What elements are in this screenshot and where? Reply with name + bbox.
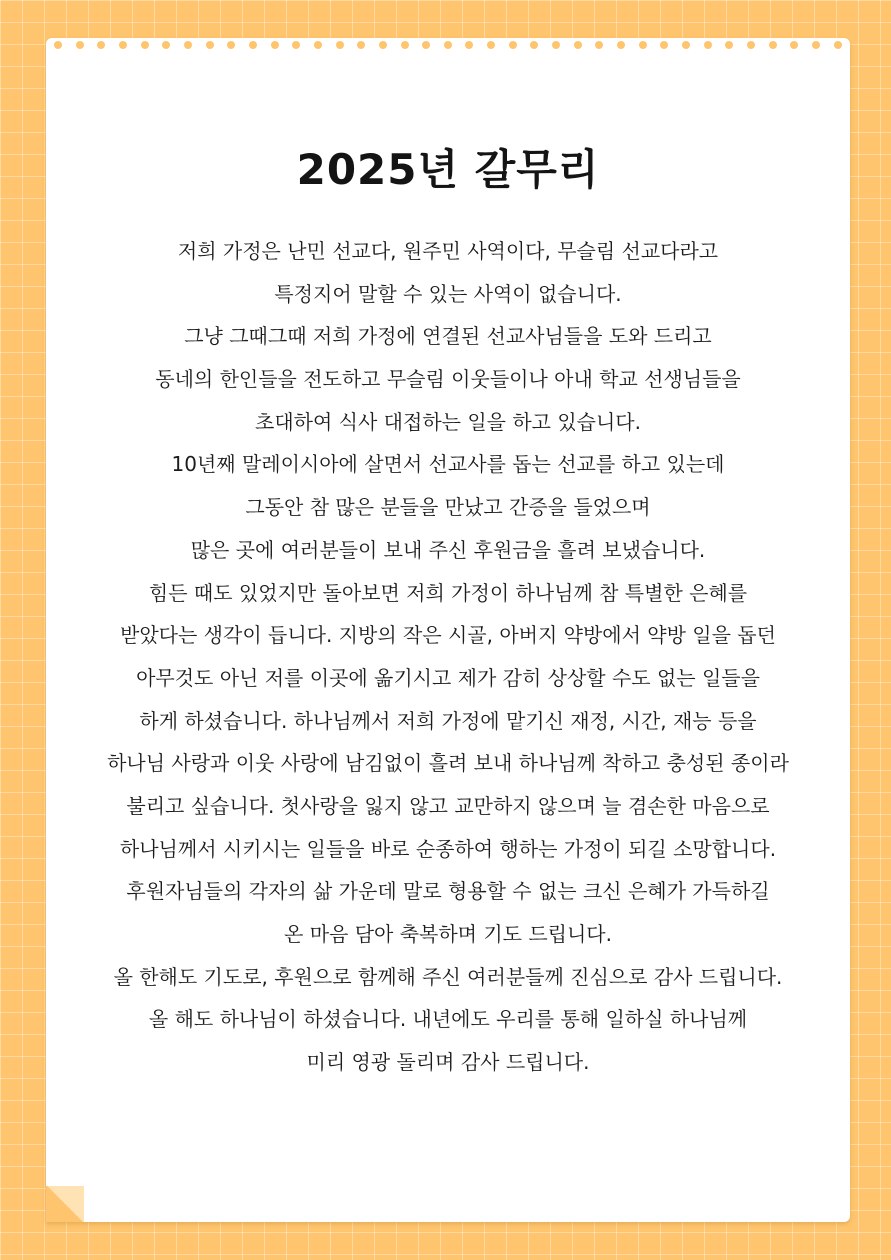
binder-hole: [682, 41, 690, 49]
letter-paper: [46, 38, 850, 1222]
letter-line: 미리 영광 돌리며 감사 드립니다.: [306, 1050, 590, 1075]
letter-body: [46, 230, 850, 1084]
binder-hole: [292, 41, 300, 49]
binder-hole: [206, 41, 214, 49]
binder-hole: [76, 41, 84, 49]
binder-hole: [249, 41, 257, 49]
letter-line: 많은 곳에 여러분들이 보내 주신 후원금을 흘려 보냈습니다.: [190, 537, 706, 562]
letter-line: 동네의 한인들을 전도하고 무슬림 이웃들이나 아내 학교 선생님들을: [155, 367, 741, 392]
binder-hole: [552, 41, 560, 49]
letter-line: 저희 가정은 난민 선교다, 원주민 사역이다, 무슬림 선교다라고: [177, 239, 719, 263]
binder-hole: [834, 41, 842, 49]
letter-line: 온 마음 담아 축복하며 기도 드립니다.: [284, 922, 612, 946]
binder-hole: [812, 41, 820, 49]
binder-hole: [704, 41, 712, 49]
binder-hole: [574, 41, 582, 49]
binder-hole: [509, 41, 517, 49]
letter-line: 불리고 싶습니다. 첫사랑을 잃지 않고 교만하지 않으며 늘 겸손한 마음으로: [126, 793, 770, 818]
letter-line: 하게 하셨습니다. 하나님께서 저희 가정에 맡기신 재정, 시간, 재능 등을: [139, 708, 757, 733]
binder-hole: [336, 41, 344, 49]
binder-hole: [487, 41, 495, 49]
binder-hole: [162, 41, 170, 49]
letter-line: 받았다는 생각이 듭니다. 지방의 작은 시골, 아버지 약방에서 약방 일을 돕던: [120, 623, 776, 648]
letter-line: 올 한해도 기도로, 후원으로 함께해 주신 여러분들께 진심으로 감사 드립니다.: [113, 964, 783, 989]
binder-hole: [314, 41, 322, 49]
binder-hole: [379, 41, 387, 49]
binder-hole: [227, 41, 235, 49]
letter-line: 10년째 말레이시아에 살면서 선교사를 돕는 선교를 하고 있는데: [171, 452, 725, 477]
binder-hole: [639, 41, 647, 49]
binder-hole: [401, 41, 409, 49]
binder-hole: [271, 41, 279, 49]
letter-line: 하나님께서 시키시는 일들을 바로 순종하여 행하는 가정이 되길 소망합니다.: [119, 836, 777, 861]
letter-line: 후원자님들의 각자의 삶 가운데 말로 형용할 수 없는 크신 은혜가 가득하길: [126, 879, 770, 904]
binder-hole: [465, 41, 473, 49]
letter-line: 그동안 참 많은 분들을 만났고 간증을 들었으며: [245, 495, 651, 520]
binder-hole: [119, 41, 127, 49]
binder-hole: [184, 41, 192, 49]
binder-hole: [660, 41, 668, 49]
letter-line: 그냥 그때그때 저희 가정에 연결된 선교사님들을 도와 드리고: [184, 324, 712, 349]
binder-hole: [422, 41, 430, 49]
letter-line: 올 해도 하나님이 하셨습니다. 내년에도 우리를 통해 일하실 하나님께: [148, 1007, 748, 1032]
binder-hole: [725, 41, 733, 49]
page-curl-corner: [46, 1186, 84, 1222]
binder-hole: [530, 41, 538, 49]
binder-hole: [790, 41, 798, 49]
letter-line: 하나님 사랑과 이웃 사랑에 남김없이 흘려 보내 하나님께 착하고 충성된 종이라: [107, 751, 789, 776]
letter-title: 2025년 갈무리: [296, 145, 600, 194]
binder-hole: [444, 41, 452, 49]
binder-hole: [769, 41, 777, 49]
binder-hole: [54, 41, 62, 49]
binder-hole: [97, 41, 105, 49]
letter-line: 아무것도 아닌 저를 이곳에 옮기시고 제가 감히 상상할 수도 없는 일들을: [136, 665, 760, 690]
binder-hole: [747, 41, 755, 49]
letter-line: 특정지어 말할 수 있는 사역이 없습니다.: [274, 281, 622, 306]
letter-line: 초대하여 식사 대접하는 일을 하고 있습니다.: [255, 409, 641, 434]
letter-line: 힘든 때도 있었지만 돌아보면 저희 가정이 하나님께 참 특별한 은혜를: [148, 580, 748, 605]
binder-hole: [595, 41, 603, 49]
binder-hole: [617, 41, 625, 49]
binder-hole: [141, 41, 149, 49]
binder-hole: [357, 41, 365, 49]
binder-holes: [54, 39, 842, 51]
